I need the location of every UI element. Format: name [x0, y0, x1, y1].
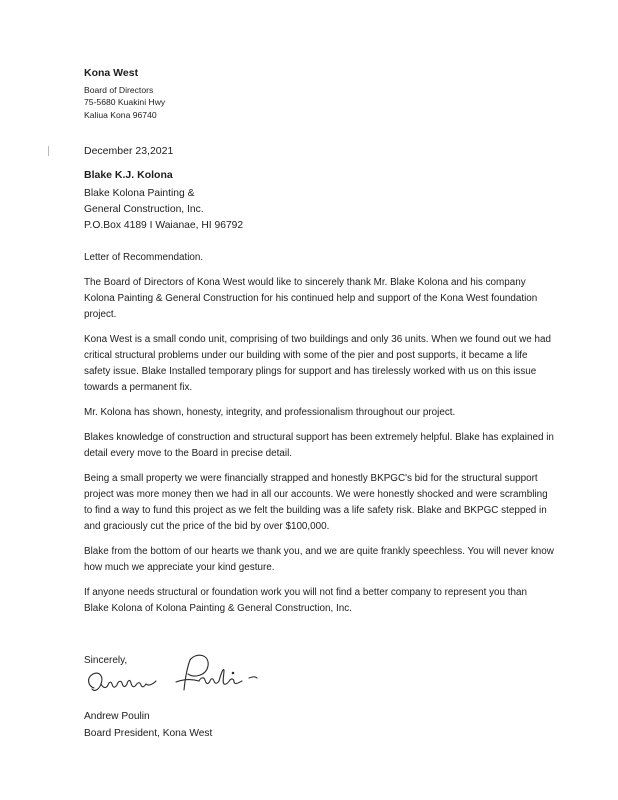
sender-city: Kaliua Kona 96740 [84, 109, 157, 120]
closing-salutation: Sincerely, [84, 655, 128, 666]
recipient-address: P.O.Box 4189 I Waianae, HI 96792 [84, 220, 244, 231]
sender-name: Kona West [84, 67, 139, 79]
body-paragraph: Mr. Kolona has shown, honesty, integrity, and professionalism throughout our project. [84, 407, 456, 418]
letter-date: December 23,2021 [84, 145, 174, 157]
letter-body [84, 250, 554, 626]
signer-title: Board President, Kona West [84, 728, 213, 739]
body-paragraph: If anyone needs structural or foundation work you will not find a better company to represent you than Blake Kolona of Kolona Painting & General Construction, Inc. [84, 587, 527, 614]
sender-street: 75-5680 Kuakini Hwy [84, 97, 166, 108]
body-paragraph: Kona West is a small condo unit, comprising of two buildings and only 36 units. When we found out we had critical structural problems under our building with some of the pier and post supports, it became a life safety issue. Blake Installed temporary plings for support and has tirelessly worked with us on this issue towards a permanent fix. [84, 334, 551, 393]
scan-mark [48, 146, 49, 156]
letter-subject: Letter of Recommendation. [84, 252, 204, 263]
signer-block [84, 708, 212, 742]
handwritten-signature [84, 648, 274, 704]
sender-block [84, 66, 384, 121]
signer-name: Andrew Poulin [84, 711, 150, 722]
body-paragraph: The Board of Directors of Kona West would like to sincerely thank Mr. Blake Kolona and his company Kolona Painting & General Construction for his continued help and support of the Kona West foundation project. [84, 277, 538, 320]
sender-department: Board of Directors [84, 85, 154, 95]
body-paragraph: Blakes knowledge of construction and structural support has been extremely helpful. Blake has explained in detail every move to the Board in precise detail. [84, 432, 554, 459]
recipient-block [84, 168, 484, 234]
recipient-company-line-2: General Construction, Inc. [84, 204, 204, 215]
body-paragraph: Being a small property we were financially strapped and honestly BKPGC's bid for the structural support project was more money then we had in all our accounts. We were honestly shocked and were scrambling to find a way to fund this project as we felt the building was a life safety risk. Blake and BKPGC stepped in and graciously cut the price of the bid by over $100,000. [84, 473, 548, 532]
recipient-name: Blake K.J. Kolona [84, 169, 173, 181]
recipient-company-line-1: Blake Kolona Painting & [84, 188, 195, 199]
body-paragraph: Blake from the bottom of our hearts we thank you, and we are quite frankly speechless. You will never know how much we appreciate your kind gesture. [84, 546, 554, 573]
